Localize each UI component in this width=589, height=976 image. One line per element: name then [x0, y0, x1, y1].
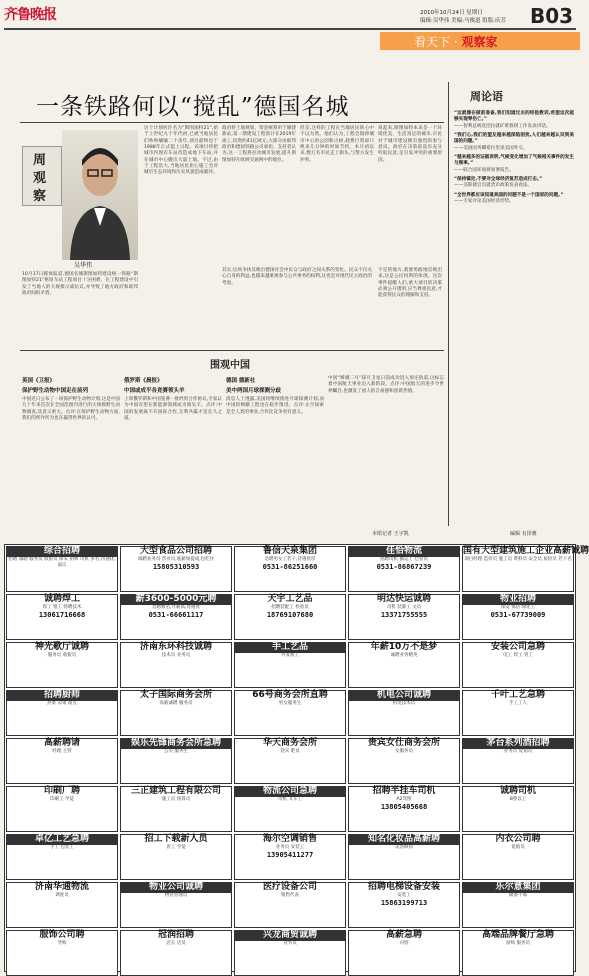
ad-phone: 15863199713 [380, 898, 428, 907]
ad-text: 印刷工 学徒 [50, 796, 74, 802]
classified-ad [234, 786, 346, 832]
ad-title: 招聘半挂车司机 [372, 786, 436, 796]
ad-title: 印刷厂聘 [43, 786, 80, 796]
ad-title: 招工下载新人员 [144, 834, 208, 844]
classified-ad [462, 738, 574, 784]
ad-text: 美容顾问 [395, 844, 413, 850]
ad-title: 物流公司急聘 [235, 787, 345, 797]
ad-text: 调度员 [55, 892, 69, 898]
classified-ad [462, 546, 589, 592]
ad-phone: 18769107680 [266, 610, 314, 619]
ad-phone: 0531-86251660 [262, 562, 318, 571]
classified-ad [6, 690, 118, 736]
watch-text: 中国近日公布了一项保护野生动物计划,这是中国几十年来首次在全国范围内进行的大规模野生动物调查,其意义重大。点评:在保护野生动物方面,我们的所作所为也在赢得世界的认可。 [22, 397, 120, 422]
ad-title: 物业招聘 [463, 595, 573, 605]
ad-text: 司机 [399, 940, 409, 946]
classified-ad [120, 786, 232, 832]
author-portrait-drawing [62, 130, 138, 260]
ad-title: 神光歌厅诚聘 [34, 642, 89, 652]
headline-rule [20, 122, 444, 123]
quotes-sidebar [454, 108, 574, 206]
ad-title: 三正建筑工程有限公司 [130, 786, 221, 796]
watch-item [328, 376, 444, 528]
classified-ad [120, 594, 232, 640]
column-lede: 10月17日媒体报道,德国名城斯图加特建设统一铁路“斯图加特21”枢纽车站工程项目十分困难。在工程建设中引发了当地人的大规模示威抗议,并导致了地方政府和联邦政府间的矛盾。 [22, 272, 138, 296]
classified-ad [462, 786, 574, 832]
ad-title: 卓亿工艺急聘 [7, 835, 117, 845]
ad-text: 诚聘业务精英 [390, 652, 418, 658]
classified-ad [234, 594, 346, 640]
ad-title: 济南东环科技诚聘 [139, 642, 212, 652]
ad-title: 手工艺品 [235, 643, 345, 653]
ad-title: 鲁信天泉集团 [262, 546, 317, 556]
ad-text: 电工 焊工 管工 [503, 652, 533, 658]
column-headline: 一条铁路何以“搅乱”德国名城 [36, 94, 350, 120]
section-a: 看天下 [414, 35, 451, 49]
quote-text: “全世界都应该知道美国的问题不是一个国家的问题。” [454, 192, 564, 198]
quote-text: “我们心,我们的盟友越来越深陷困扰,人们越来越认识到美国的问题。” [454, 132, 574, 145]
ad-title: 海尔空调销售 [262, 834, 317, 844]
ad-text: 急聘男女工若干,待遇优厚 [264, 556, 316, 562]
ad-text: 施工员 预算员 [161, 796, 191, 802]
ad-text: 服务员 收银员 [47, 652, 77, 658]
reporter-credit: 本组记者 王宇凯 [372, 531, 409, 537]
ad-title: 大型食品公司招聘 [139, 546, 212, 556]
ad-title: 诚聘司机 [499, 786, 536, 796]
ad-text: 司机 装卸工 文员 [386, 604, 422, 610]
watch-item [124, 376, 222, 546]
author-name: 吴华伟 [74, 262, 93, 269]
watch-title: 美中两国月球探测分歧 [226, 387, 282, 394]
ad-text: 女服务员 [395, 748, 413, 754]
ad-text: 高薪诚聘 服务员 [159, 700, 193, 706]
watch-source: 德国 德新社 [226, 378, 256, 384]
classified-ad [6, 834, 118, 880]
ad-text: 手工工人 [509, 700, 527, 706]
ad-text: 普工 学徒 [166, 844, 186, 850]
ad-text: 促销员 [511, 844, 525, 850]
ad-title: 明达快运诚聘 [376, 594, 431, 604]
classified-ad [462, 930, 574, 976]
watch-text: 上周俄罗斯和中国签署一批经贸合作协议,专家认为中国有望在新能源领域成为领头羊。点评:中国的发展离不开国际合作,互利共赢才是长久之道。 [124, 397, 222, 422]
classified-ad [120, 738, 232, 784]
ad-text: 招聘 诚聘 服务员 收银员 保安 厨师 司机 多名,待遇优,面议 [8, 556, 116, 568]
ad-phone: 15805310593 [152, 562, 200, 571]
ad-text: 经理 主管 [52, 748, 72, 754]
classified-ad [234, 882, 346, 928]
ad-text: 司机 叉车工 [278, 796, 302, 802]
ad-text: 机电技术员 [392, 700, 416, 706]
classified-ad [6, 546, 118, 592]
classified-ad [348, 642, 460, 688]
ad-title: 医疗设备公司 [262, 882, 317, 892]
body-column: 政府将土地规划、资金统筹用于修建新站,第一期建设工程预计在2019年竣工,投资约41亿欧元,大部分由联邦政府和德国铁路公司承担。支持者认为,这一工程将拉动城市发展,提升斯图加特在欧洲交通网中的地位。 [222, 126, 296, 163]
ad-text: 迎宾 吧员 [280, 748, 300, 754]
classified-ad [120, 546, 232, 592]
classified-ad [462, 690, 574, 736]
ad-text: 安装工 [397, 892, 411, 898]
ad-text: 业务员 促销员 [503, 748, 533, 754]
section-b: 观察家 [461, 35, 498, 49]
classified-ad [348, 882, 460, 928]
ad-text: 业务员 [283, 940, 297, 946]
ad-title: 天宇工艺品 [267, 594, 313, 604]
ad-text: B照以上 [509, 796, 527, 802]
date-line: 2010年10月24日 星期日 [420, 10, 483, 16]
classified-ad [234, 930, 346, 976]
watch-text: 中国“嫦娥二号”探月卫星日前成功进入预定轨道,这标志着中国航天事业迈入新阶段。点评:中国航天的进步令世界瞩目,也激发了国人的自豪感和创新热情。 [328, 376, 444, 394]
ad-title: 兴龙商贸诚聘 [235, 931, 345, 941]
ad-title: 太子国际商务会所 [139, 690, 212, 700]
ad-title: 机电公司诚聘 [349, 691, 459, 701]
classified-ad [120, 834, 232, 880]
ad-text: 招聘司机 搬运工 仓管员 [380, 556, 428, 562]
body-column: 说起来,斯图加特本来是一个环境优美、生活富足的城市,市民对于城市建设拥有强烈的参与意识。政府在决策前没有充分听取民意,是引发冲突的重要原因。 [378, 126, 442, 163]
classified-ad [6, 642, 118, 688]
column-logo-char: 察 [33, 189, 47, 204]
classified-ad [120, 930, 232, 976]
ad-text: 招聘装配工 检验员 [271, 604, 309, 610]
classified-ad [234, 546, 346, 592]
ad-text: 储备干部 [509, 892, 527, 898]
ad-text: 项目经理 造价员 施工员 资料员 安全员 质检员 若干名 [464, 556, 572, 562]
watch-title: 中国或成平各竞赛领头羊 [124, 387, 185, 394]
ad-text: 店长 店员 [166, 940, 186, 946]
quote-desc: ——联合国环境规划署报告。 [454, 167, 514, 173]
ad-title: 高薪急聘 [385, 930, 422, 940]
ad-text: 公关 服务生 [164, 748, 188, 754]
ad-phone: 13371755555 [380, 610, 428, 619]
ad-title: 千叶工艺急聘 [490, 690, 545, 700]
body-column: 但是,这样的工程在当地居民的心中不以为然。他们认为,工程会毁掉城市中心的公园和古树,耗费巨资却只换来几分钟的时间节约。本月初以来,数万名市民走上街头,与警方发生冲突。 [300, 126, 374, 163]
ad-title: 济南华通物流 [34, 882, 89, 892]
classified-ad [6, 930, 118, 976]
classified-ad [6, 738, 118, 784]
ad-title: 国有大型建筑施工企业高薪诚聘 [463, 546, 589, 556]
ad-text: 保安 保洁 绿化工 [500, 604, 536, 610]
ad-text: 焊工 钳工 特聘技术 [42, 604, 82, 610]
ad-phone: 0531-67739009 [490, 610, 546, 619]
quote-text: “这就像在做前准备,我们知道过去的经验教训,希望这次能够实现零伤亡。” [454, 111, 574, 123]
classified-ad [462, 882, 574, 928]
ad-phone: 13905411277 [266, 850, 314, 859]
ad-title: 高端品牌餐厅急聘 [481, 930, 554, 940]
author-portrait [62, 130, 138, 260]
ad-text: 诚聘业务员 营业员,底薪加提成,包吃住 [137, 556, 215, 562]
classified-ads [4, 544, 589, 972]
ad-text: 急聘数名,月薪高,待遇优 [152, 604, 200, 610]
watch-source: 英国《卫报》 [22, 378, 56, 384]
watch-china-header: 围观中国 [210, 360, 250, 371]
ad-title: 贵宾女仕商务会所 [367, 738, 440, 748]
page-number: B03 [530, 4, 574, 28]
ad-text: 厨师 服务员 [506, 940, 530, 946]
ad-title: 66号商务会所直聘 [252, 690, 328, 700]
ad-title: 物业公司诚聘 [121, 883, 231, 893]
classified-ad [6, 786, 118, 832]
ad-title: 茅台系列酒招聘 [463, 739, 573, 749]
classified-ad [348, 930, 460, 976]
ad-title: 诚聘焊工 [43, 594, 80, 604]
ad-title: 综合招聘 [7, 547, 117, 557]
ad-text: 物业管理员 [164, 892, 188, 898]
ad-title: 冠润招聘 [157, 930, 194, 940]
classified-ad [234, 642, 346, 688]
classified-ad [348, 738, 460, 784]
ad-text: 销售代表 [281, 892, 299, 898]
quote-text: “保持镇定,不要对全球经济复苏造成打击。” [454, 176, 543, 182]
ad-text: A2驾照 [396, 796, 412, 802]
ad-phone: 0531-86867239 [376, 562, 432, 571]
column-logo [22, 146, 62, 206]
ad-title: 服饰公司聘 [39, 930, 85, 940]
classified-ad [120, 882, 232, 928]
masthead-logo: 齐鲁晚报 [4, 7, 56, 23]
quote-desc: ——专家评论美国经济形势。 [454, 198, 514, 204]
classified-ad [6, 882, 118, 928]
ad-text: 导购 [57, 940, 67, 946]
classified-ad [348, 690, 460, 736]
classified-ad [120, 690, 232, 736]
body-column: 不是的地方,就要勇敢地反映出来,这是公民权利的体现。这次事件提醒人们,重大项目的决策必须公开透明,应当尊重民意,才能获得民众的理解和支持。 [378, 268, 442, 299]
ad-text: 热菜 凉菜 面点 [47, 700, 77, 706]
column-logo-char: 周 [33, 153, 47, 168]
ad-title: 薪3600-5000元聘 [121, 595, 231, 605]
classified-ad [348, 594, 460, 640]
ad-text: 技术员 业务员 [161, 652, 191, 658]
quote-text: “越来越多的证据表明,气候变化增加了气候相关事件的发生与频率。” [454, 154, 574, 167]
body-column: 这个计划何许名为“斯图加特21”,始于上世纪九十年代初,已被当地居民们吵吵嚷嚷二十余年,项目最终也于1988年正式提上日程。该项目将把城市内现有车站改造成地下车站,并在城市中心腾出大量土地。不过,由于工程浩大,当地居民担心施工会对城市生态环境和历史风貌造成破坏。 [144, 126, 218, 176]
quote-desc: ——美联储官员就货币政策发表看法。 [454, 183, 533, 189]
classified-ad [6, 594, 118, 640]
sidebar-divider [448, 82, 449, 526]
classified-ad [120, 642, 232, 688]
staff-line: 编辑:吴华伟 美编:马俊道 组版:庆芳 [420, 18, 507, 24]
classified-ad [462, 642, 574, 688]
ad-title: 内衣公司聘 [495, 834, 541, 844]
ad-title: 高薪聘请 [43, 738, 80, 748]
classified-ad [234, 690, 346, 736]
quote-desc: ——智利总统皮涅拉就矿难救援工作发表讲话。 [454, 123, 551, 129]
watch-item [226, 376, 324, 546]
watch-source: 俄罗斯《晨报》 [124, 378, 163, 384]
watch-text: 消息人士透露,美国将继续推进月球探测计划,而中国的嫦娥工程也在稳步推进。点评:太空探索是全人类的事业,合作比竞争更有意义。 [226, 397, 324, 415]
classified-ad [348, 786, 460, 832]
ad-title: 佳恰物流 [349, 547, 459, 557]
classified-ad [348, 546, 460, 592]
sidebar-editor: 编辑 有泽雅 [510, 531, 537, 537]
classified-ad [234, 834, 346, 880]
ad-title: 娱乐先锋商务会所急聘 [121, 739, 231, 749]
ad-text: 手工 包装工 [50, 844, 74, 850]
watch-title: 保护野生动物中国走在前列 [22, 387, 89, 394]
ad-phone: 13061716668 [38, 610, 86, 619]
ad-phone: 13805405668 [380, 802, 428, 811]
ad-title: 乐尔意集团 [463, 883, 573, 893]
ad-text: 男女服务生 [278, 700, 302, 706]
ad-text: 业务员 安装工 [275, 844, 305, 850]
masthead-rule [4, 28, 576, 30]
ad-title: 招聘电梯设备安装 [367, 882, 440, 892]
ad-phone: 0531-66661117 [148, 610, 204, 619]
ad-title: 安装公司急聘 [490, 642, 545, 652]
ad-text: 外发加工 [281, 652, 299, 658]
ad-title: 华天商务会所 [262, 738, 317, 748]
classified-ad [462, 594, 574, 640]
classified-ad [348, 834, 460, 880]
sidebar-header: 周论语 [470, 90, 503, 103]
section-rule [20, 350, 444, 351]
classified-ad [234, 738, 346, 784]
body-column: 其实,这场争执反映出德国社会中民众与政府之间关系的变化。民众不仅关心自身的利益,也越来越重视参与公共事务的权利,这也是对现代民主政治的考验。 [222, 268, 372, 286]
classified-ad [462, 834, 574, 880]
quote-desc: ——美国国务卿希拉里谈美国外交。 [454, 145, 528, 151]
ad-title: 知名化妆品高薪聘 [349, 835, 459, 845]
column-logo-char: 观 [33, 171, 47, 186]
ad-title: 年薪10万不是梦 [370, 642, 438, 652]
section-label: 看天下 · 观察家 [414, 35, 498, 49]
ad-title: 招聘厨师 [7, 691, 117, 701]
watch-item [22, 376, 120, 546]
